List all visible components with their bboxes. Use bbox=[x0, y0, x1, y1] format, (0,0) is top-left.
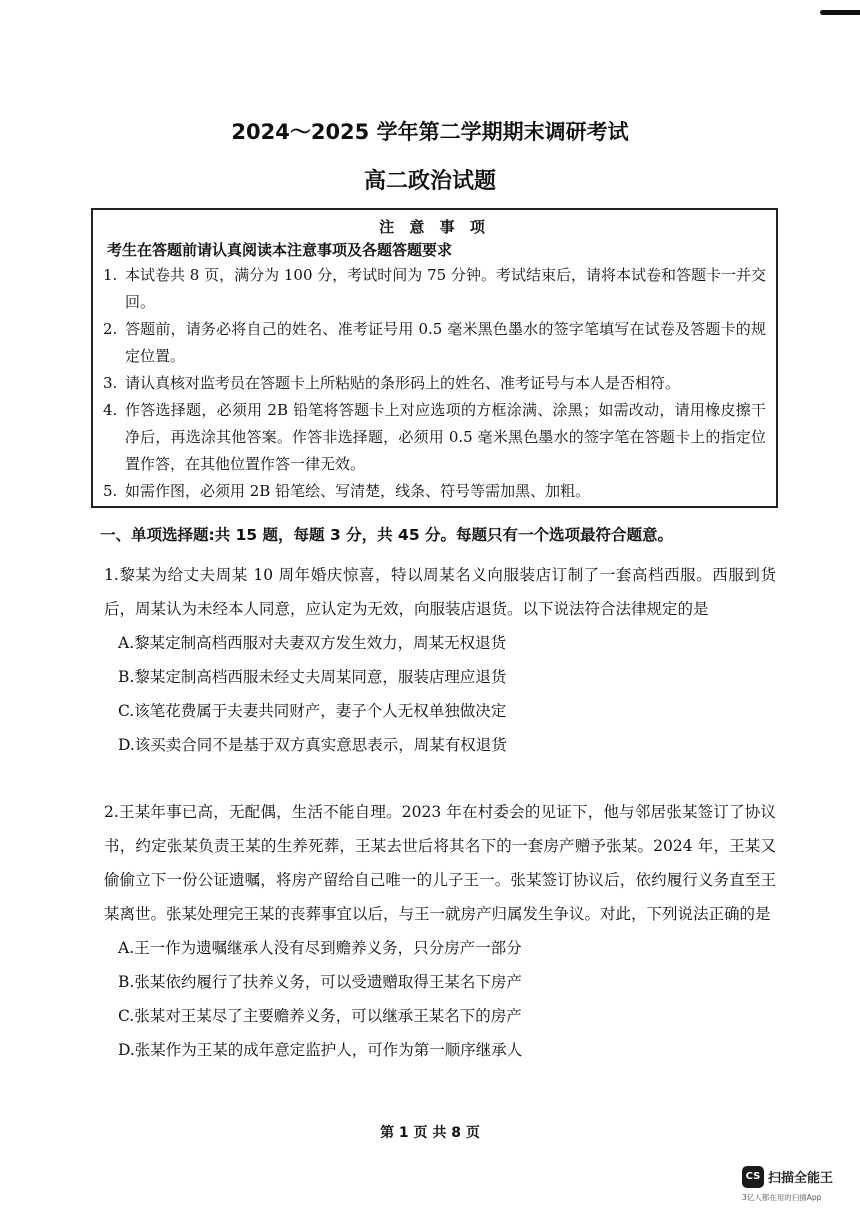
notice-item-text: 请认真核对监考员在答题卡上所粘贴的条形码上的姓名、准考证号与本人是否相符。 bbox=[125, 374, 681, 392]
notice-item-number: 4. bbox=[103, 401, 118, 419]
notice-item bbox=[103, 262, 766, 316]
scanner-watermark bbox=[742, 1166, 846, 1208]
notice-heading: 注 意 事 项 bbox=[379, 218, 490, 236]
notice-item-text: 如需作图，必须用 2B 铅笔绘、写清楚，线条、符号等需加黑、加粗。 bbox=[125, 482, 591, 500]
notice-box bbox=[91, 208, 778, 508]
option-b: B.黎某定制高档西服未经丈夫周某同意，服装店理应退货 bbox=[118, 668, 507, 686]
subject-title: 高二政治试题 bbox=[363, 169, 496, 194]
question-stem: 1.黎某为给丈夫周某 10 周年婚庆惊喜，特以周某名义向服装店订制了一套高档西服。西服到货后，周某认为未经本人同意，应认定为无效，向服装店退货。以下说法符合法律规定的是 bbox=[104, 566, 776, 618]
scanner-app-name: 扫描全能王 bbox=[768, 1171, 834, 1186]
notice-item-number: 1. bbox=[103, 266, 118, 284]
notice-item-text: 本试卷共 8 页，满分为 100 分，考试时间为 75 分钟。考试结束后，请将本试卷和答题卡一并交回。 bbox=[125, 266, 766, 311]
notice-item-number: 3. bbox=[103, 374, 118, 392]
question-2 bbox=[104, 795, 776, 1067]
question-stem: 2.王某年事已高，无配偶，生活不能自理。2023 年在村委会的见证下，他与邻居张某签订了协议书，约定张某负责王某的生养死葬，王某去世后将其名下的一套房产赠予张某。2024 年，王某又偷偷立下一份公证遗嘱，将房产留给自己唯一的儿子王一。张某签订协议后，依约履行义务直至王某离世。张某处理完王某的丧葬事宜以后，与王一就房产归属发生争议。对此，下列说法正确的是 bbox=[104, 803, 776, 923]
page-number: 第 1 页 共 8 页 bbox=[380, 1125, 480, 1141]
option-c: C.该笔花费属于夫妻共同财产，妻子个人无权单独做决定 bbox=[118, 702, 507, 720]
option-d: D.该买卖合同不是基于双方真实意思表示，周某有权退货 bbox=[118, 736, 507, 754]
question-options bbox=[104, 626, 776, 762]
option-b: B.张某依约履行了扶养义务，可以受遗赠取得王某名下房产 bbox=[118, 973, 522, 991]
question-options bbox=[104, 931, 776, 1067]
notice-intro: 考生在答题前请认真阅读本注意事项及各题答题要求 bbox=[107, 241, 453, 259]
question-1 bbox=[104, 558, 776, 762]
exam-title: 2024～2025 学年第二学期期末调研考试 bbox=[231, 120, 629, 144]
scanner-tagline: 3亿人都在用的扫描App bbox=[742, 1193, 822, 1202]
option-a: A.黎某定制高档西服对夫妻双方发生效力，周某无权退货 bbox=[118, 634, 507, 652]
notice-item bbox=[103, 370, 766, 397]
camscanner-logo-icon: CS bbox=[742, 1166, 764, 1188]
section-heading: 一、单项选择题:共 15 题，每题 3 分，共 45 分。每题只有一个选项最符合题意。 bbox=[100, 526, 674, 544]
notice-item-text: 答题前，请务必将自己的姓名、准考证号用 0.5 毫米黑色墨水的签字笔填写在试卷及答题卡的规定位置。 bbox=[125, 320, 766, 365]
scan-edge-mark bbox=[820, 10, 860, 15]
notice-item-text: 作答选择题，必须用 2B 铅笔将答题卡上对应选项的方框涂满、涂黑；如需改动，请用橡皮擦干净后，再选涂其他答案。作答非选择题，必须用 0.5 毫米黑色墨水的签字笔在答题卡上的指定位置作答，在其他位置作答一律无效。 bbox=[125, 401, 766, 473]
notice-item bbox=[103, 478, 766, 505]
notice-item-number: 5. bbox=[103, 482, 118, 500]
option-c: C.张某对王某尽了主要赡养义务，可以继承王某名下的房产 bbox=[118, 1007, 522, 1025]
option-a: A.王一作为遗嘱继承人没有尽到赡养义务，只分房产一部分 bbox=[118, 939, 522, 957]
notice-item-number: 2. bbox=[103, 320, 118, 338]
notice-item bbox=[103, 316, 766, 370]
notice-item bbox=[103, 397, 766, 478]
option-d: D.张某作为王某的成年意定监护人，可作为第一顺序继承人 bbox=[118, 1041, 523, 1059]
